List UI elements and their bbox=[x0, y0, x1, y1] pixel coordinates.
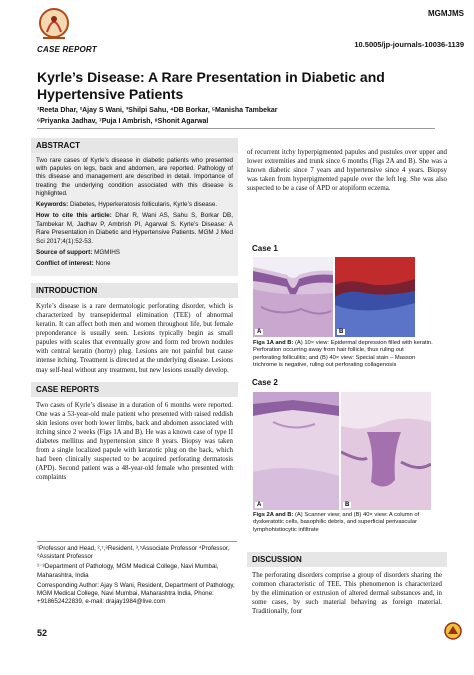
figure-1-caption-label: Figs 1A and B: bbox=[253, 340, 294, 346]
case-reports-heading: CASE REPORTS bbox=[31, 382, 238, 397]
abstract-text: Two rare cases of Kyrle’s disease in diabetic patients who presented with papules on legs, back and abdomen, are reported. Pathology of this disease and management are described in detail. Importance of treating the underlying condition associated with this disease is highlighted. bbox=[36, 157, 233, 197]
case-reports-text: Two cases of Kyrle’s disease in a duration of 6 months were reported. One was a 53-year-old male patient who presented with raised reddish skin lesions over both lower limbs, back and abdomen associated with itching since 2 weeks (Figs 1A and B). He was a known case of type II diabetes mellitus and hypertension since 8 years. Biopsy was taken from a single localized papule with keratotic plug on the back, which had been clinically suspected to be acquired perforating dermatosis (APD). Second patient was a 48-year-old female who presented with complaints bbox=[36, 401, 233, 482]
article-title: Kyrle’s Disease: A Rare Presentation in Diabetic and Hypertensive Patients bbox=[37, 69, 385, 102]
conflict-text: None bbox=[95, 260, 111, 268]
micrograph-2a-icon bbox=[253, 392, 339, 510]
figure-2-caption-label: Figs 2A and B: bbox=[253, 512, 294, 518]
keywords bbox=[31, 201, 238, 209]
footnotes bbox=[37, 541, 237, 606]
footnote-department: ¹⁻⁸Department of Pathology, MGM Medical College, Navi Mumbai, Maharashtra, India bbox=[37, 563, 219, 579]
keywords-label: Keywords: bbox=[36, 201, 69, 209]
figure-1b bbox=[335, 257, 415, 337]
publisher-logo-icon bbox=[444, 622, 462, 640]
figure-1-caption-text: (A) 10× view: Epidermal depression filled with keratin. Perforation occurring away from hair follicle, thus ruling out perforating folliculitis; and (B) 40× view: Special stain – Masson trichrome is negative, ruling out perforating collagenosis bbox=[253, 340, 433, 369]
figure-1a bbox=[253, 257, 333, 337]
micrograph-1a-icon bbox=[253, 257, 333, 337]
page-number: 52 bbox=[37, 628, 48, 638]
author-line-2: ⁶Priyanka Jadhav, ⁷Puja I Ambrish, ⁸Shonit Agarwal bbox=[37, 118, 209, 125]
discussion-text: The perforating disorders comprise a group of disorders sharing the common characteristic of TEE. This phenomenon is characterized by the elimination or extrusion of altered dermal substances and, in some cases, by such material behaving as foreign material. Traditionally, four bbox=[252, 572, 442, 616]
support-label: Source of support: bbox=[36, 249, 93, 257]
case-2-label: Case 2 bbox=[252, 378, 278, 387]
citation bbox=[31, 212, 238, 246]
author-line-1: ¹Reeta Dhar, ²Ajay S Wani, ³Shilpi Sahu, ⁴DB Borkar, ⁵Manisha Tambekar bbox=[37, 107, 278, 114]
right-column-text: of recurrent itchy hyperpigmented papules and pustules over upper and lower extremities and trunk since 6 months (Figs 2A and B). She was a known diabetic since 7 years and hypertensive since 4 years. Biopsy was taken from hyperpigmented papule over the left leg. She was also suspected to be a case of APD or atopiform eczema. bbox=[247, 149, 447, 193]
journal-logo-icon bbox=[37, 6, 71, 44]
journal-name: MGMJMS bbox=[428, 9, 464, 18]
citation-text: Dhar R, Wani AS, Sahu S, Borkar DB, Tambekar M, Jadhav P, Ambrish PI, Agarwal S. Kyrle’s Disease: A Rare Presentation in Diabetic and Hypertensive Patients. MGM J Med Sci 2017;4(1):52-53. bbox=[36, 212, 233, 245]
citation-label: How to cite this article: bbox=[36, 212, 112, 220]
footnote-affiliations: ¹Professor and Head, ²,⁷,⁸Resident, ³,⁵Associate Professor ⁴Professor, ⁶Assistant Professor bbox=[37, 545, 230, 561]
article-type: CASE REPORT bbox=[37, 45, 97, 54]
figure-1a-tag: A bbox=[257, 329, 262, 335]
case-reports-section bbox=[31, 382, 238, 483]
conflict-label: Conflict of interest: bbox=[36, 260, 94, 268]
micrograph-2b-icon bbox=[341, 392, 431, 510]
abstract-heading: ABSTRACT bbox=[31, 138, 238, 153]
keywords-text: Diabetes, Hyperkeratosis follicularis, Kyrle’s disease. bbox=[69, 201, 218, 209]
figure-1-caption bbox=[253, 340, 433, 370]
abstract-box bbox=[31, 138, 238, 276]
doi: 10.5005/jp-journals-10036-1139 bbox=[354, 40, 464, 49]
figure-1b-tag: B bbox=[339, 329, 344, 335]
introduction-section bbox=[31, 283, 238, 375]
introduction-heading: INTRODUCTION bbox=[31, 283, 238, 298]
divider bbox=[37, 128, 435, 129]
figure-2-caption-text: (A) Scanner view; and (B) 40× view: A column of dyskeratotic cells, basophilic debris, and superficial perivascular lymphohistiocytic infiltrate bbox=[253, 512, 420, 533]
micrograph-1b-icon bbox=[335, 257, 415, 337]
figure-2a-tag: A bbox=[257, 502, 262, 508]
author-list bbox=[37, 105, 447, 127]
figure-2b bbox=[341, 392, 431, 510]
footnote-divider bbox=[37, 541, 237, 542]
discussion-section bbox=[247, 552, 447, 616]
figure-2-caption bbox=[253, 512, 433, 534]
left-column bbox=[31, 138, 238, 482]
support-text: MGMIHS bbox=[94, 249, 120, 257]
conflict-of-interest bbox=[31, 260, 238, 268]
footnote-corresponding-author: Corresponding Author: Ajay S Wani, Resident, Department of Pathology, MGM Medical College, Navi Mumbai, Maharashtra India, Phone: +918652422839, e-mail: drajay1984@live.com bbox=[37, 581, 235, 606]
figure-2a bbox=[253, 392, 339, 510]
introduction-text: Kyrle’s disease is a rare dermatologic perforating disorder, which is characterized by transepidermal elimination (TEE) of abnormal keratin. It can affect both men and women throughout life, but female preponderance is usually seen. Lesions typically begin as small papules with scales that eventually grow and form red brown nodules with central keratin (horny) plug. Lesions are not painful but cause intense itching. Treatment is directed at the underlying disease. Lesions may self-heal without any treatment, but new lesions usually develop. bbox=[36, 302, 233, 374]
case-1-label: Case 1 bbox=[252, 244, 278, 253]
source-of-support bbox=[31, 249, 238, 257]
discussion-heading: DISCUSSION bbox=[247, 552, 447, 567]
figure-2b-tag: B bbox=[345, 502, 350, 508]
